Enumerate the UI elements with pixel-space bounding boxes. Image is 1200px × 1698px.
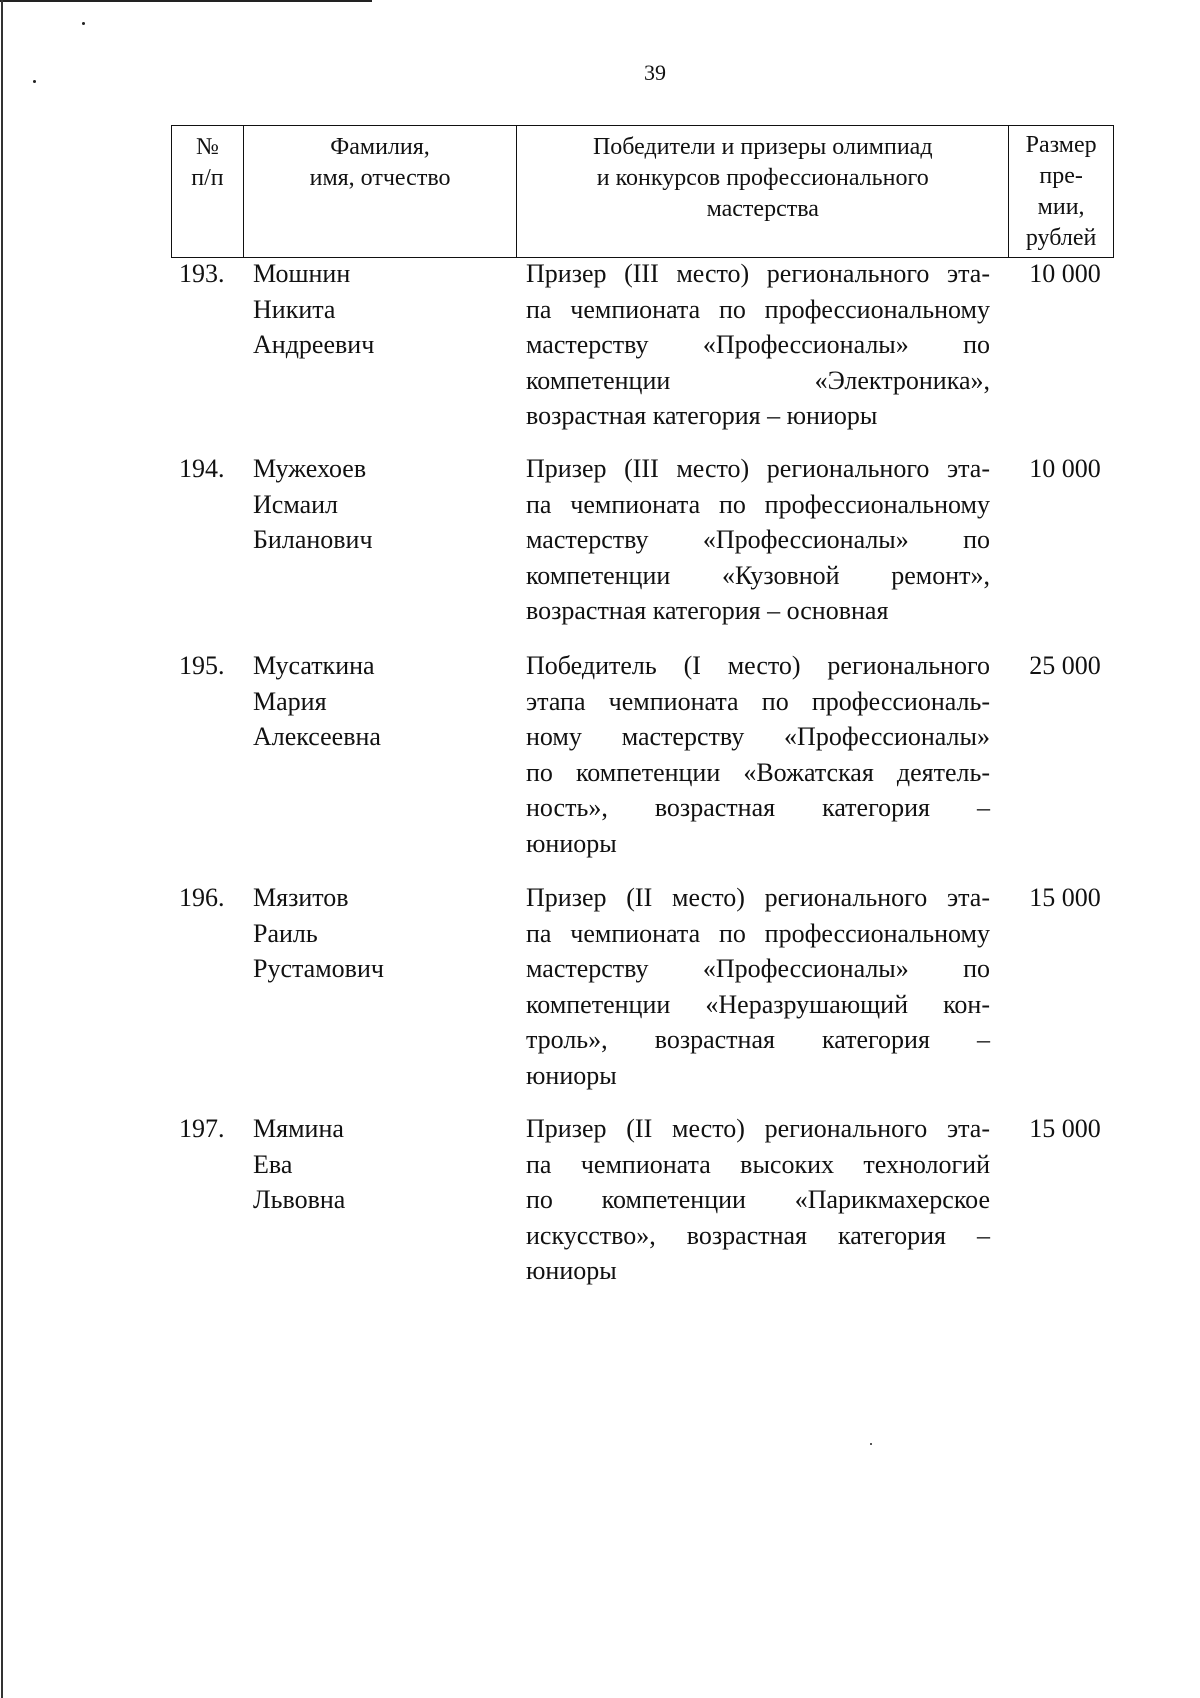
row-prize-amount: 10 000 (1029, 454, 1101, 483)
scan-edge-top (0, 0, 372, 2)
header-achievement: Победители и призеры олимпиад и конкурсов профессионального мастерства (517, 126, 1009, 257)
row-number: 195. (179, 651, 225, 680)
table-header (171, 125, 1114, 258)
page-number: 39 (644, 60, 666, 85)
row-number: 197. (179, 1114, 225, 1143)
row-full-name: Мямина Ева Львовна (253, 1114, 346, 1214)
row-full-name: Мусаткина Мария Алексеевна (253, 651, 381, 751)
row-number: 194. (179, 454, 225, 483)
header-number: № п/п (172, 126, 244, 257)
row-prize-amount: 15 000 (1029, 1114, 1101, 1143)
row-achievement (526, 1111, 990, 1289)
achievement-line: Призер (II место) регионального эта- (526, 883, 990, 912)
achievement-line: мастерству «Профессионалы» по (526, 954, 990, 983)
row-prize-amount: 25 000 (1029, 651, 1101, 680)
achievement-line: ному мастерству «Профессионалы» (526, 722, 990, 751)
achievement-line: этапа чемпионата по профессиональ- (526, 686, 990, 716)
row-full-name: Мязитов Раиль Рустамович (253, 883, 384, 983)
achievement-line: мастерству «Профессионалы» по (526, 330, 990, 359)
row-prize-amount: 10 000 (1029, 259, 1101, 288)
row-prize-amount: 15 000 (1029, 883, 1101, 912)
achievement-line: Призер (III место) регионального эта- (526, 454, 990, 483)
scan-speck (870, 1443, 872, 1445)
achievement-line: по компетенции «Вожатская деятель- (526, 757, 990, 787)
achievement-line: ность», возрастная категория – (526, 793, 990, 822)
achievement-line: мастерству «Профессионалы» по (526, 525, 990, 554)
achievement-line: троль», возрастная категория – (526, 1025, 990, 1054)
achievement-line: компетенции «Кузовной ремонт», (526, 560, 990, 590)
achievement-line: искусство», возрастная категория – (526, 1220, 990, 1250)
achievement-line: по компетенции «Парикмахерское (526, 1185, 990, 1214)
row-achievement (526, 256, 990, 434)
row-achievement (526, 880, 990, 1093)
row-achievement (526, 451, 990, 629)
header-full-name: Фамилия, имя, отчество (244, 126, 517, 257)
achievement-line: юниоры (526, 1256, 617, 1285)
achievement-line: па чемпионата по профессиональному (526, 294, 990, 324)
achievement-line: юниоры (526, 828, 617, 858)
row-number: 196. (179, 883, 225, 912)
achievement-line: па чемпионата по профессиональному (526, 918, 990, 948)
achievement-line: Призер (II место) регионального эта- (526, 1114, 990, 1143)
achievement-line: юниоры (526, 1060, 617, 1090)
achievement-line: па чемпионата по профессиональному (526, 489, 990, 519)
scan-speck (82, 22, 85, 25)
achievement-line: возрастная категория – основная (526, 596, 889, 625)
row-number: 193. (179, 259, 225, 288)
header-prize-amount: Размер пре- мии, рублей (1025, 132, 1097, 251)
row-full-name: Мошнин Никита Андреевич (253, 259, 375, 359)
achievement-line: компетенции «Неразрушающий кон- (526, 989, 990, 1019)
achievement-line: па чемпионата высоких технологий (526, 1149, 990, 1179)
row-achievement (526, 648, 990, 861)
achievement-line: компетенции «Электроника», (526, 365, 990, 395)
scan-edge-left (1, 0, 3, 1698)
achievement-line: Победитель (I место) регионального (526, 651, 990, 680)
achievement-line: Призер (III место) регионального эта- (526, 259, 990, 288)
achievement-line: возрастная категория – юниоры (526, 401, 878, 430)
row-full-name: Мужехоев Исмаил Биланович (253, 454, 373, 554)
